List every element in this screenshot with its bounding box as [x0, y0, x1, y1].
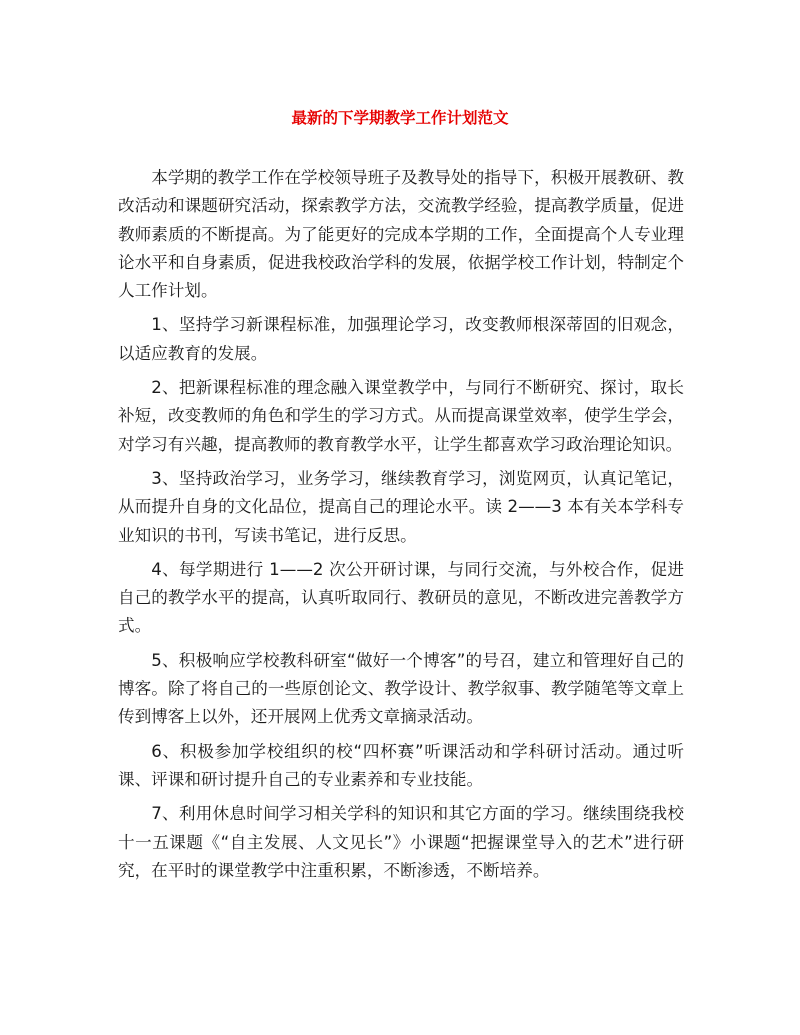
- paragraph-item-7: 7、利用休息时间学习相关学科的知识和其它方面的学习。继续围绕我校十一五课题《“自主发展、人文见长”》小课题“把握课堂导入的艺术”进行研究，在平时的课堂教学中注重积累，不断渗透，不断培养。: [118, 804, 684, 880]
- paragraph-item-3: 3、坚持政治学习，业务学习，继续教育学习，浏览网页，认真记笔记，从而提升自身的文化品位，提高自己的理论水平。读 2——3 本有关本学科专业知识的书刊，写读书笔记，进行反思。: [118, 468, 684, 545]
- paragraph-item-4: 4、每学期进行 1——2 次公开研讨课，与同行交流，与外校合作，促进自己的教学水平的提高，认真听取同行、教研员的意见，不断改进完善教学方式。: [118, 559, 684, 636]
- document-title: 最新的下学期教学工作计划范文: [291, 108, 509, 127]
- paragraph-item-6: 6、积极参加学校组织的校“四杯赛”听课活动和学科研讨活动。通过听课、评课和研讨提升自己的专业素养和专业技能。: [118, 741, 684, 789]
- document-body: [118, 164, 684, 891]
- paragraph-item-2: 2、把新课程标准的理念融入课堂教学中，与同行不断研究、探讨，取长补短，改变教师的角色和学生的学习方式。从而提高课堂效率，使学生学会，对学习有兴趣，提高教师的教育教学水平，让学生都喜欢学习政治理论知识。: [118, 378, 684, 454]
- paragraph-item-5: 5、积极响应学校教科研室“做好一个博客”的号召，建立和管理好自己的博客。除了将自己的一些原创论文、教学设计、教学叙事、教学随笔等文章上传到博客上以外，还开展网上优秀文章摘录活动。: [118, 650, 684, 727]
- paragraph-item-1: 1、坚持学习新课程标准，加强理论学习，改变教师根深蒂固的旧观念，以适应教育的发展。: [118, 315, 684, 363]
- intro-paragraph: 本学期的教学工作在学校领导班子及教导处的指导下，积极开展教研、教改活动和课题研究活动，探索教学方法，交流教学经验，提高教学质量，促进教师素质的不断提高。为了能更好的完成本学期的工作，全面提高个人专业理论水平和自身素质，促进我校政治学科的发展，依据学校工作计划，特制定个人工作计划。: [118, 168, 684, 301]
